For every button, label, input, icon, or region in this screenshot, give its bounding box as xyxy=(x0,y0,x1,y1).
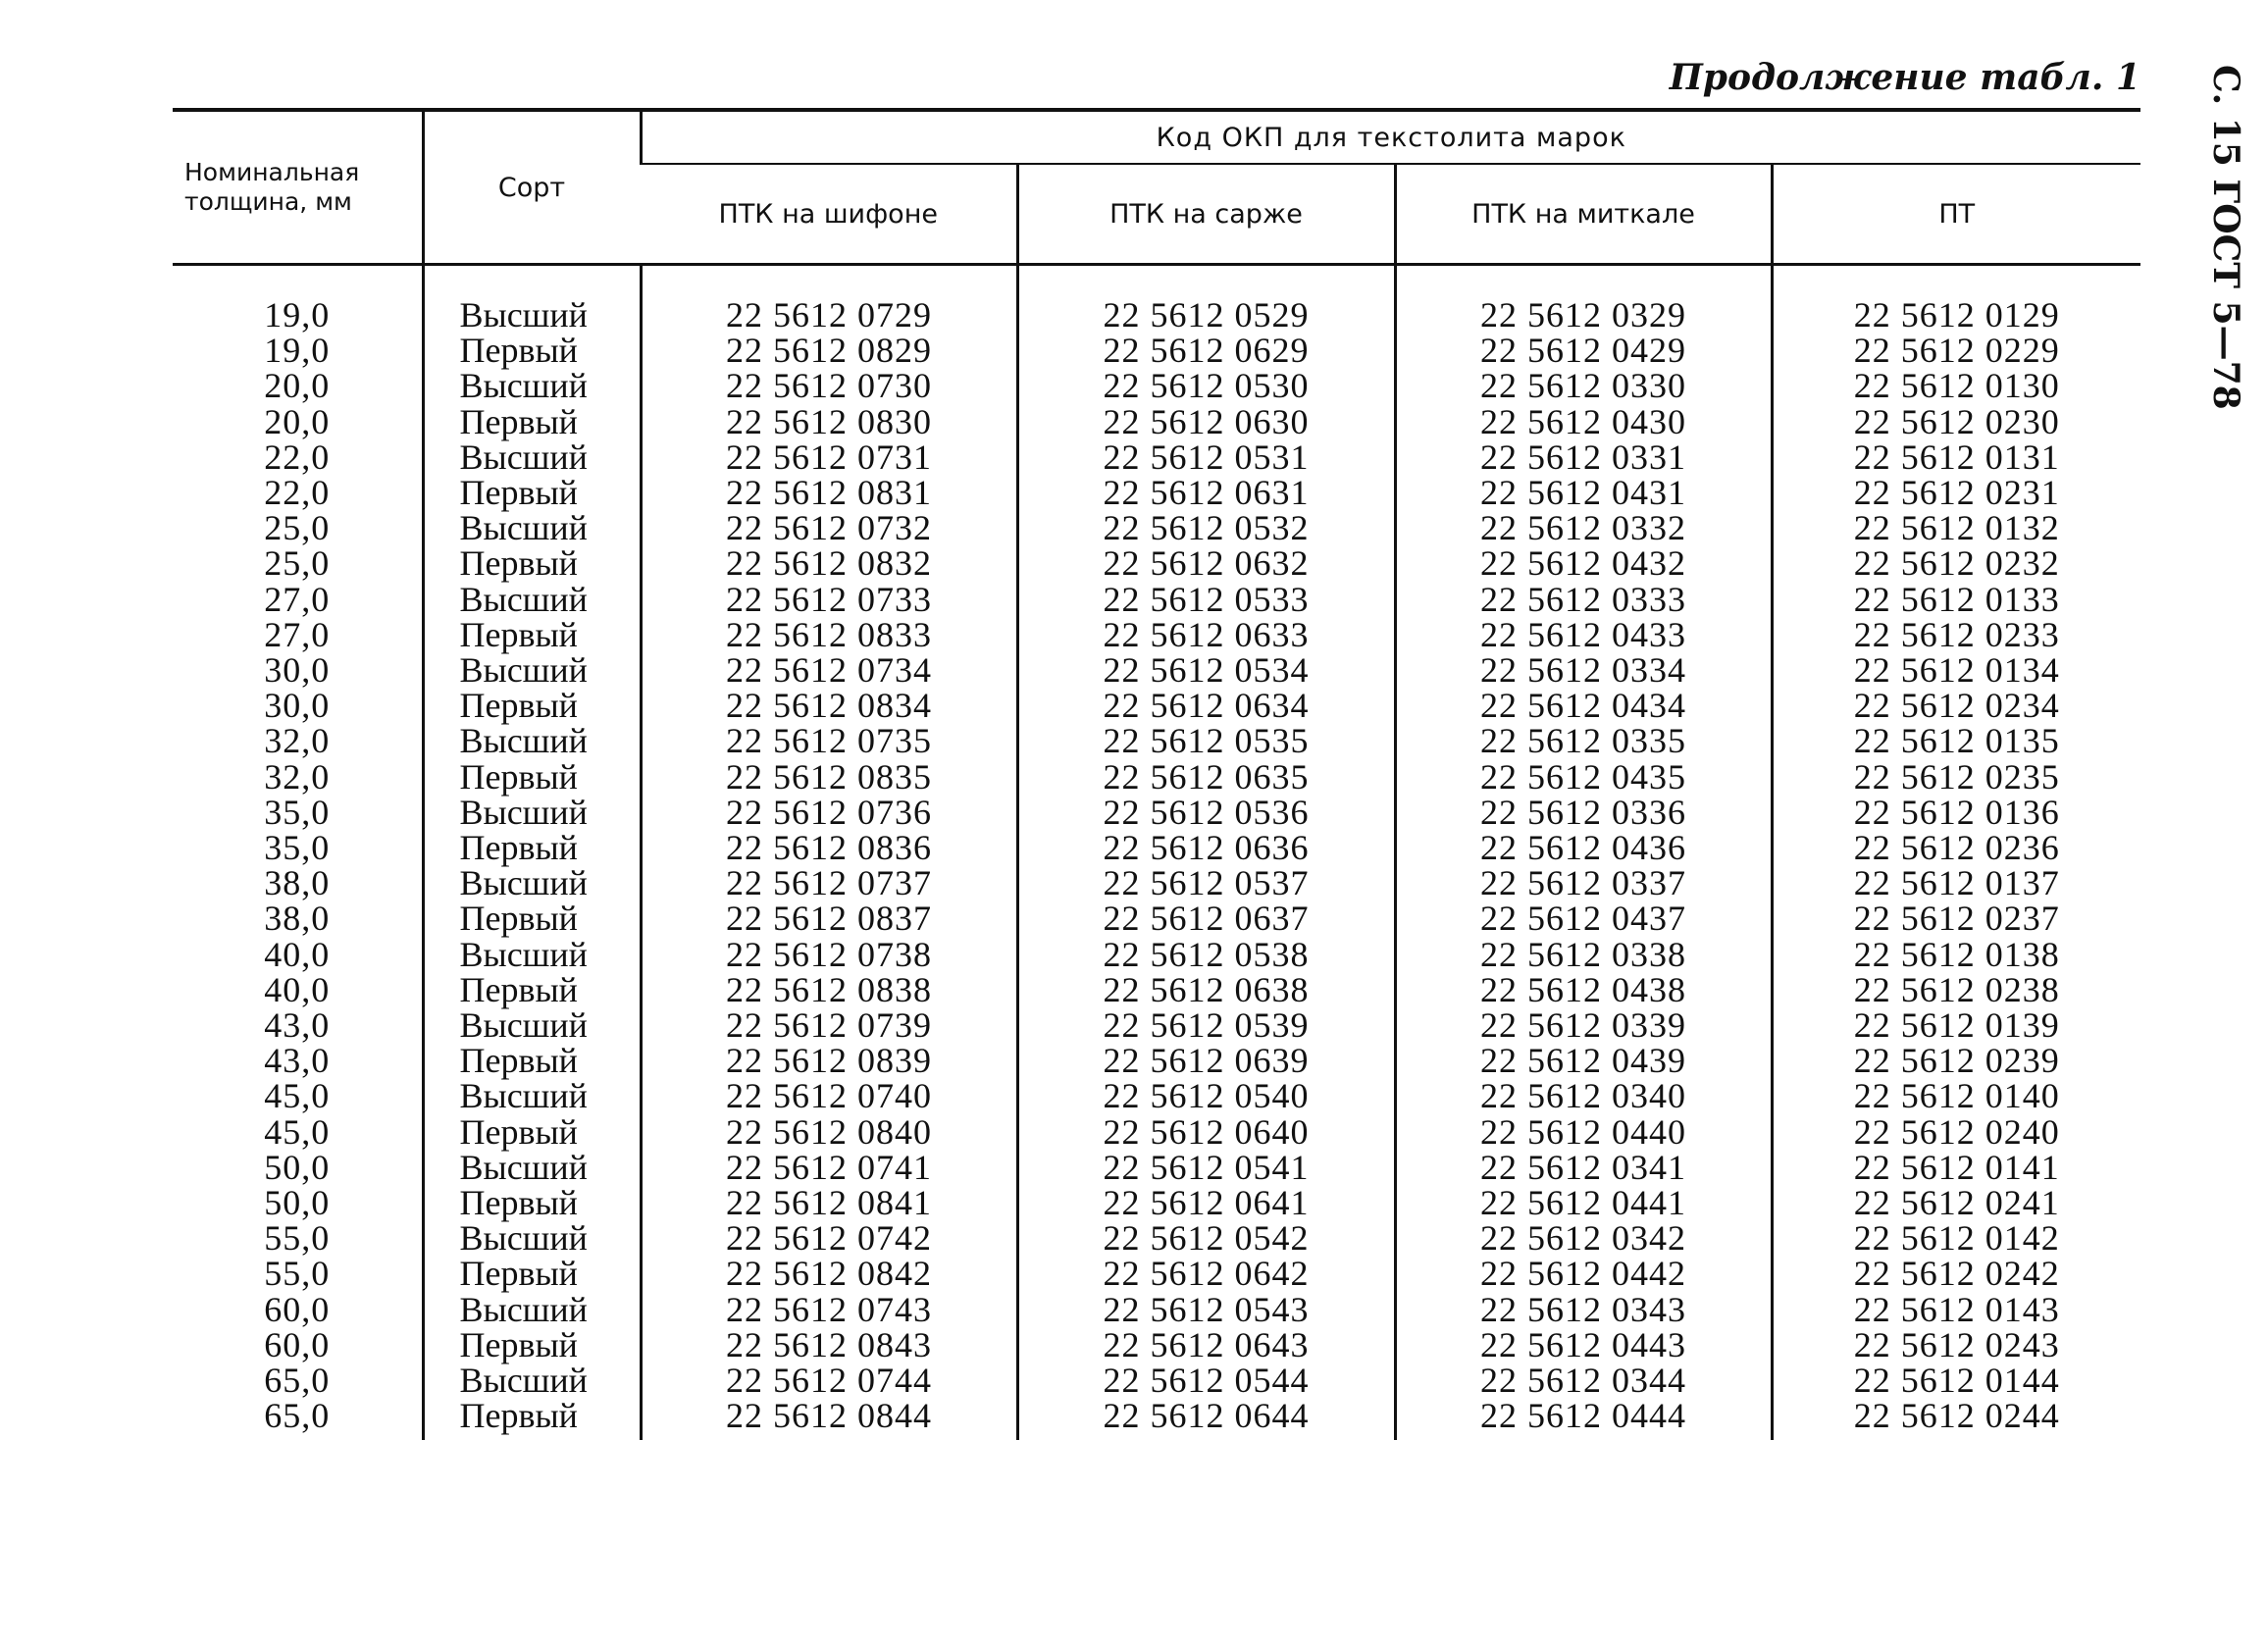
cell-grade: Высший xyxy=(423,510,641,545)
cell-grade: Первый xyxy=(423,830,641,865)
cell-okp-shifon: 22 5612 0744 xyxy=(641,1363,1017,1398)
cell-okp-mitkale: 22 5612 0338 xyxy=(1395,937,1772,972)
table-row xyxy=(173,865,2140,900)
table-row xyxy=(173,1292,2140,1327)
table-row xyxy=(173,830,2140,865)
cell-grade: Первый xyxy=(423,1043,641,1078)
cell-okp-shifon: 22 5612 0830 xyxy=(641,404,1017,439)
cell-thickness: 20,0 xyxy=(264,366,331,406)
cell-grade: Высший xyxy=(423,1363,641,1398)
cell-okp-shifon: 22 5612 0740 xyxy=(641,1078,1017,1113)
cell-okp-mitkale: 22 5612 0432 xyxy=(1395,545,1772,581)
cell-okp-pt: 22 5612 0144 xyxy=(1772,1363,2140,1398)
cell-thickness: 50,0 xyxy=(264,1147,331,1187)
cell-thickness: 45,0 xyxy=(264,1076,331,1116)
cell-thickness: 35,0 xyxy=(264,828,331,868)
cell-okp-pt: 22 5612 0241 xyxy=(1772,1185,2140,1220)
cell-okp-shifon: 22 5612 0841 xyxy=(641,1185,1017,1220)
cell-okp-mitkale: 22 5612 0335 xyxy=(1395,723,1772,758)
cell-okp-sarzhe: 22 5612 0541 xyxy=(1017,1150,1395,1185)
cell-okp-mitkale: 22 5612 0431 xyxy=(1395,475,1772,510)
spacer-cell xyxy=(423,265,641,298)
cell-grade: Высший xyxy=(423,439,641,475)
cell-okp-shifon: 22 5612 0731 xyxy=(641,439,1017,475)
cell-grade: Первый xyxy=(423,688,641,723)
cell-okp-sarzhe: 22 5612 0644 xyxy=(1017,1398,1395,1439)
cell-okp-sarzhe: 22 5612 0643 xyxy=(1017,1327,1395,1363)
cell-okp-sarzhe: 22 5612 0540 xyxy=(1017,1078,1395,1113)
cell-thickness: 19,0 xyxy=(264,331,331,371)
page-header-sidebar xyxy=(2205,65,2246,410)
cell-thickness: 50,0 xyxy=(264,1183,331,1223)
cell-okp-pt: 22 5612 0243 xyxy=(1772,1327,2140,1363)
cell-okp-pt: 22 5612 0132 xyxy=(1772,510,2140,545)
table-row xyxy=(173,333,2140,368)
cell-okp-pt: 22 5612 0129 xyxy=(1772,297,2140,333)
okp-code-table xyxy=(173,108,2140,1440)
cell-okp-shifon: 22 5612 0734 xyxy=(641,652,1017,688)
cell-thickness: 25,0 xyxy=(264,508,331,548)
cell-grade: Высший xyxy=(423,1078,641,1113)
cell-thickness: 40,0 xyxy=(264,934,331,974)
cell-okp-sarzhe: 22 5612 0534 xyxy=(1017,652,1395,688)
cell-okp-mitkale: 22 5612 0444 xyxy=(1395,1398,1772,1439)
table-row xyxy=(173,1007,2140,1043)
cell-okp-shifon: 22 5612 0836 xyxy=(641,830,1017,865)
cell-okp-sarzhe: 22 5612 0633 xyxy=(1017,617,1395,652)
table-row xyxy=(173,1398,2140,1439)
cell-okp-shifon: 22 5612 0741 xyxy=(641,1150,1017,1185)
cell-okp-shifon: 22 5612 0842 xyxy=(641,1256,1017,1291)
header-okp-group: Код ОКП для текстолита марок xyxy=(641,110,2140,164)
cell-okp-pt: 22 5612 0244 xyxy=(1772,1398,2140,1439)
header-ptk-mitkale: ПТК на миткале xyxy=(1395,164,1772,265)
cell-thickness: 22,0 xyxy=(264,473,331,513)
cell-okp-sarzhe: 22 5612 0529 xyxy=(1017,297,1395,333)
cell-grade: Высший xyxy=(423,297,641,333)
cell-okp-pt: 22 5612 0142 xyxy=(1772,1220,2140,1256)
cell-okp-shifon: 22 5612 0844 xyxy=(641,1398,1017,1439)
table-header xyxy=(173,110,2140,265)
cell-grade: Высший xyxy=(423,1220,641,1256)
cell-okp-sarzhe: 22 5612 0639 xyxy=(1017,1043,1395,1078)
cell-okp-pt: 22 5612 0136 xyxy=(1772,795,2140,830)
table-continuation-label: Продолжение табл. 1 xyxy=(1669,57,2140,98)
cell-okp-mitkale: 22 5612 0440 xyxy=(1395,1114,1772,1150)
cell-grade: Первый xyxy=(423,1256,641,1291)
cell-okp-shifon: 22 5612 0730 xyxy=(641,368,1017,403)
table-spacer-row xyxy=(173,265,2140,298)
cell-okp-shifon: 22 5612 0843 xyxy=(641,1327,1017,1363)
cell-okp-mitkale: 22 5612 0334 xyxy=(1395,652,1772,688)
cell-grade: Высший xyxy=(423,865,641,900)
cell-okp-pt: 22 5612 0238 xyxy=(1772,972,2140,1007)
cell-thickness: 43,0 xyxy=(264,1041,331,1081)
cell-okp-sarzhe: 22 5612 0539 xyxy=(1017,1007,1395,1043)
cell-okp-mitkale: 22 5612 0343 xyxy=(1395,1292,1772,1327)
cell-okp-mitkale: 22 5612 0429 xyxy=(1395,333,1772,368)
cell-thickness: 25,0 xyxy=(264,543,331,584)
table-row xyxy=(173,759,2140,795)
cell-okp-mitkale: 22 5612 0342 xyxy=(1395,1220,1772,1256)
cell-okp-mitkale: 22 5612 0331 xyxy=(1395,439,1772,475)
cell-grade: Первый xyxy=(423,404,641,439)
table-row xyxy=(173,795,2140,830)
cell-thickness: 55,0 xyxy=(264,1218,331,1259)
cell-okp-mitkale: 22 5612 0433 xyxy=(1395,617,1772,652)
header-thickness: Номинальная толщина, мм xyxy=(173,110,423,265)
cell-okp-sarzhe: 22 5612 0642 xyxy=(1017,1256,1395,1291)
cell-okp-mitkale: 22 5612 0439 xyxy=(1395,1043,1772,1078)
cell-okp-sarzhe: 22 5612 0632 xyxy=(1017,545,1395,581)
table-row xyxy=(173,937,2140,972)
cell-okp-shifon: 22 5612 0832 xyxy=(641,545,1017,581)
cell-okp-pt: 22 5612 0137 xyxy=(1772,865,2140,900)
cell-grade: Высший xyxy=(423,1007,641,1043)
table-row xyxy=(173,475,2140,510)
cell-okp-mitkale: 22 5612 0437 xyxy=(1395,900,1772,936)
cell-okp-sarzhe: 22 5612 0542 xyxy=(1017,1220,1395,1256)
table-row xyxy=(173,297,2140,333)
table-row xyxy=(173,404,2140,439)
table-row xyxy=(173,723,2140,758)
cell-okp-mitkale: 22 5612 0330 xyxy=(1395,368,1772,403)
page-number-standard: С. 15 ГОСТ 5—78 xyxy=(2205,65,2246,410)
cell-thickness: 30,0 xyxy=(264,650,331,691)
cell-okp-pt: 22 5612 0236 xyxy=(1772,830,2140,865)
cell-okp-pt: 22 5612 0231 xyxy=(1772,475,2140,510)
spacer-cell xyxy=(1772,265,2140,298)
cell-grade: Высший xyxy=(423,652,641,688)
table-row xyxy=(173,1363,2140,1398)
header-ptk-sarzhe: ПТК на сарже xyxy=(1017,164,1395,265)
cell-okp-sarzhe: 22 5612 0544 xyxy=(1017,1363,1395,1398)
cell-thickness: 30,0 xyxy=(264,686,331,726)
cell-okp-sarzhe: 22 5612 0538 xyxy=(1017,937,1395,972)
cell-grade: Первый xyxy=(423,900,641,936)
cell-okp-shifon: 22 5612 0738 xyxy=(641,937,1017,972)
cell-okp-pt: 22 5612 0133 xyxy=(1772,582,2140,617)
cell-okp-pt: 22 5612 0140 xyxy=(1772,1078,2140,1113)
cell-okp-mitkale: 22 5612 0434 xyxy=(1395,688,1772,723)
cell-okp-pt: 22 5612 0242 xyxy=(1772,1256,2140,1291)
cell-okp-shifon: 22 5612 0742 xyxy=(641,1220,1017,1256)
cell-thickness: 19,0 xyxy=(264,295,331,334)
cell-okp-pt: 22 5612 0141 xyxy=(1772,1150,2140,1185)
cell-okp-sarzhe: 22 5612 0640 xyxy=(1017,1114,1395,1150)
cell-okp-pt: 22 5612 0229 xyxy=(1772,333,2140,368)
cell-okp-mitkale: 22 5612 0344 xyxy=(1395,1363,1772,1398)
cell-thickness: 43,0 xyxy=(264,1005,331,1046)
cell-okp-sarzhe: 22 5612 0637 xyxy=(1017,900,1395,936)
cell-okp-pt: 22 5612 0131 xyxy=(1772,439,2140,475)
cell-grade: Первый xyxy=(423,972,641,1007)
cell-okp-sarzhe: 22 5612 0631 xyxy=(1017,475,1395,510)
table-row xyxy=(173,1150,2140,1185)
cell-okp-sarzhe: 22 5612 0530 xyxy=(1017,368,1395,403)
cell-okp-mitkale: 22 5612 0438 xyxy=(1395,972,1772,1007)
cell-okp-mitkale: 22 5612 0442 xyxy=(1395,1256,1772,1291)
cell-grade: Высший xyxy=(423,1292,641,1327)
cell-okp-shifon: 22 5612 0732 xyxy=(641,510,1017,545)
cell-grade: Высший xyxy=(423,1150,641,1185)
cell-grade: Первый xyxy=(423,1327,641,1363)
table-row xyxy=(173,972,2140,1007)
cell-okp-mitkale: 22 5612 0332 xyxy=(1395,510,1772,545)
cell-okp-sarzhe: 22 5612 0532 xyxy=(1017,510,1395,545)
cell-okp-sarzhe: 22 5612 0630 xyxy=(1017,404,1395,439)
cell-okp-sarzhe: 22 5612 0638 xyxy=(1017,972,1395,1007)
cell-okp-pt: 22 5612 0135 xyxy=(1772,723,2140,758)
cell-okp-shifon: 22 5612 0834 xyxy=(641,688,1017,723)
cell-okp-mitkale: 22 5612 0441 xyxy=(1395,1185,1772,1220)
cell-okp-mitkale: 22 5612 0341 xyxy=(1395,1150,1772,1185)
cell-okp-pt: 22 5612 0138 xyxy=(1772,937,2140,972)
table-row xyxy=(173,510,2140,545)
cell-thickness: 45,0 xyxy=(264,1111,331,1152)
cell-okp-mitkale: 22 5612 0436 xyxy=(1395,830,1772,865)
cell-grade: Первый xyxy=(423,617,641,652)
cell-okp-mitkale: 22 5612 0329 xyxy=(1395,297,1772,333)
spacer-cell xyxy=(173,265,423,298)
cell-okp-shifon: 22 5612 0743 xyxy=(641,1292,1017,1327)
table-row xyxy=(173,1220,2140,1256)
cell-grade: Высший xyxy=(423,795,641,830)
cell-thickness: 55,0 xyxy=(264,1254,331,1294)
cell-grade: Первый xyxy=(423,1398,641,1439)
cell-grade: Первый xyxy=(423,759,641,795)
cell-okp-pt: 22 5612 0233 xyxy=(1772,617,2140,652)
cell-okp-shifon: 22 5612 0739 xyxy=(641,1007,1017,1043)
cell-grade: Высший xyxy=(423,368,641,403)
cell-okp-shifon: 22 5612 0829 xyxy=(641,333,1017,368)
table-row xyxy=(173,900,2140,936)
cell-okp-pt: 22 5612 0234 xyxy=(1772,688,2140,723)
table-row xyxy=(173,1256,2140,1291)
cell-thickness: 20,0 xyxy=(264,401,331,441)
cell-okp-sarzhe: 22 5612 0536 xyxy=(1017,795,1395,830)
cell-okp-sarzhe: 22 5612 0537 xyxy=(1017,865,1395,900)
cell-okp-pt: 22 5612 0232 xyxy=(1772,545,2140,581)
cell-grade: Первый xyxy=(423,545,641,581)
cell-grade: Высший xyxy=(423,723,641,758)
cell-okp-sarzhe: 22 5612 0533 xyxy=(1017,582,1395,617)
cell-okp-pt: 22 5612 0239 xyxy=(1772,1043,2140,1078)
table-row xyxy=(173,652,2140,688)
cell-okp-sarzhe: 22 5612 0634 xyxy=(1017,688,1395,723)
cell-okp-pt: 22 5612 0235 xyxy=(1772,759,2140,795)
cell-okp-pt: 22 5612 0130 xyxy=(1772,368,2140,403)
cell-okp-shifon: 22 5612 0833 xyxy=(641,617,1017,652)
table-row xyxy=(173,1043,2140,1078)
table-row xyxy=(173,545,2140,581)
cell-okp-pt: 22 5612 0134 xyxy=(1772,652,2140,688)
cell-grade: Первый xyxy=(423,333,641,368)
cell-thickness: 32,0 xyxy=(264,756,331,797)
header-ptk-shifon: ПТК на шифоне xyxy=(641,164,1017,265)
cell-okp-shifon: 22 5612 0831 xyxy=(641,475,1017,510)
cell-okp-mitkale: 22 5612 0430 xyxy=(1395,404,1772,439)
table-row xyxy=(173,439,2140,475)
header-grade: Сорт xyxy=(423,110,641,265)
cell-grade: Первый xyxy=(423,475,641,510)
cell-thickness: 38,0 xyxy=(264,899,331,939)
cell-okp-shifon: 22 5612 0835 xyxy=(641,759,1017,795)
cell-thickness: 65,0 xyxy=(264,1361,331,1401)
cell-okp-sarzhe: 22 5612 0641 xyxy=(1017,1185,1395,1220)
cell-okp-sarzhe: 22 5612 0531 xyxy=(1017,439,1395,475)
cell-okp-shifon: 22 5612 0838 xyxy=(641,972,1017,1007)
cell-okp-mitkale: 22 5612 0340 xyxy=(1395,1078,1772,1113)
spacer-cell xyxy=(641,265,1017,298)
cell-okp-shifon: 22 5612 0735 xyxy=(641,723,1017,758)
cell-grade: Высший xyxy=(423,937,641,972)
table-row xyxy=(173,688,2140,723)
table-row xyxy=(173,617,2140,652)
spacer-cell xyxy=(1395,265,1772,298)
cell-grade: Первый xyxy=(423,1185,641,1220)
table-row xyxy=(173,582,2140,617)
cell-okp-sarzhe: 22 5612 0543 xyxy=(1017,1292,1395,1327)
cell-grade: Высший xyxy=(423,582,641,617)
table-row xyxy=(173,368,2140,403)
cell-okp-pt: 22 5612 0230 xyxy=(1772,404,2140,439)
table-row xyxy=(173,1185,2140,1220)
cell-thickness: 60,0 xyxy=(264,1324,331,1364)
cell-okp-sarzhe: 22 5612 0635 xyxy=(1017,759,1395,795)
cell-thickness: 60,0 xyxy=(264,1289,331,1329)
cell-okp-pt: 22 5612 0240 xyxy=(1772,1114,2140,1150)
cell-okp-shifon: 22 5612 0840 xyxy=(641,1114,1017,1150)
cell-okp-sarzhe: 22 5612 0636 xyxy=(1017,830,1395,865)
cell-okp-shifon: 22 5612 0837 xyxy=(641,900,1017,936)
cell-okp-pt: 22 5612 0143 xyxy=(1772,1292,2140,1327)
cell-okp-mitkale: 22 5612 0336 xyxy=(1395,795,1772,830)
cell-okp-sarzhe: 22 5612 0535 xyxy=(1017,723,1395,758)
cell-thickness: 38,0 xyxy=(264,863,331,903)
cell-okp-pt: 22 5612 0139 xyxy=(1772,1007,2140,1043)
cell-thickness: 27,0 xyxy=(264,614,331,654)
cell-okp-mitkale: 22 5612 0333 xyxy=(1395,582,1772,617)
table-row xyxy=(173,1078,2140,1113)
cell-thickness: 40,0 xyxy=(264,969,331,1009)
cell-okp-mitkale: 22 5612 0337 xyxy=(1395,865,1772,900)
cell-okp-shifon: 22 5612 0736 xyxy=(641,795,1017,830)
cell-thickness: 32,0 xyxy=(264,721,331,761)
table-row xyxy=(173,1327,2140,1363)
cell-okp-mitkale: 22 5612 0435 xyxy=(1395,759,1772,795)
cell-thickness: 27,0 xyxy=(264,579,331,619)
cell-okp-shifon: 22 5612 0839 xyxy=(641,1043,1017,1078)
cell-okp-shifon: 22 5612 0737 xyxy=(641,865,1017,900)
cell-okp-pt: 22 5612 0237 xyxy=(1772,900,2140,936)
cell-okp-shifon: 22 5612 0729 xyxy=(641,297,1017,333)
cell-thickness: 35,0 xyxy=(264,792,331,832)
cell-okp-sarzhe: 22 5612 0629 xyxy=(1017,333,1395,368)
spacer-cell xyxy=(1017,265,1395,298)
cell-grade: Первый xyxy=(423,1114,641,1150)
cell-okp-mitkale: 22 5612 0443 xyxy=(1395,1327,1772,1363)
table-body xyxy=(173,265,2140,1440)
cell-thickness: 22,0 xyxy=(264,437,331,477)
table-row xyxy=(173,1114,2140,1150)
cell-okp-shifon: 22 5612 0733 xyxy=(641,582,1017,617)
header-pt: ПТ xyxy=(1772,164,2140,265)
cell-thickness: 65,0 xyxy=(264,1396,331,1436)
cell-okp-mitkale: 22 5612 0339 xyxy=(1395,1007,1772,1043)
